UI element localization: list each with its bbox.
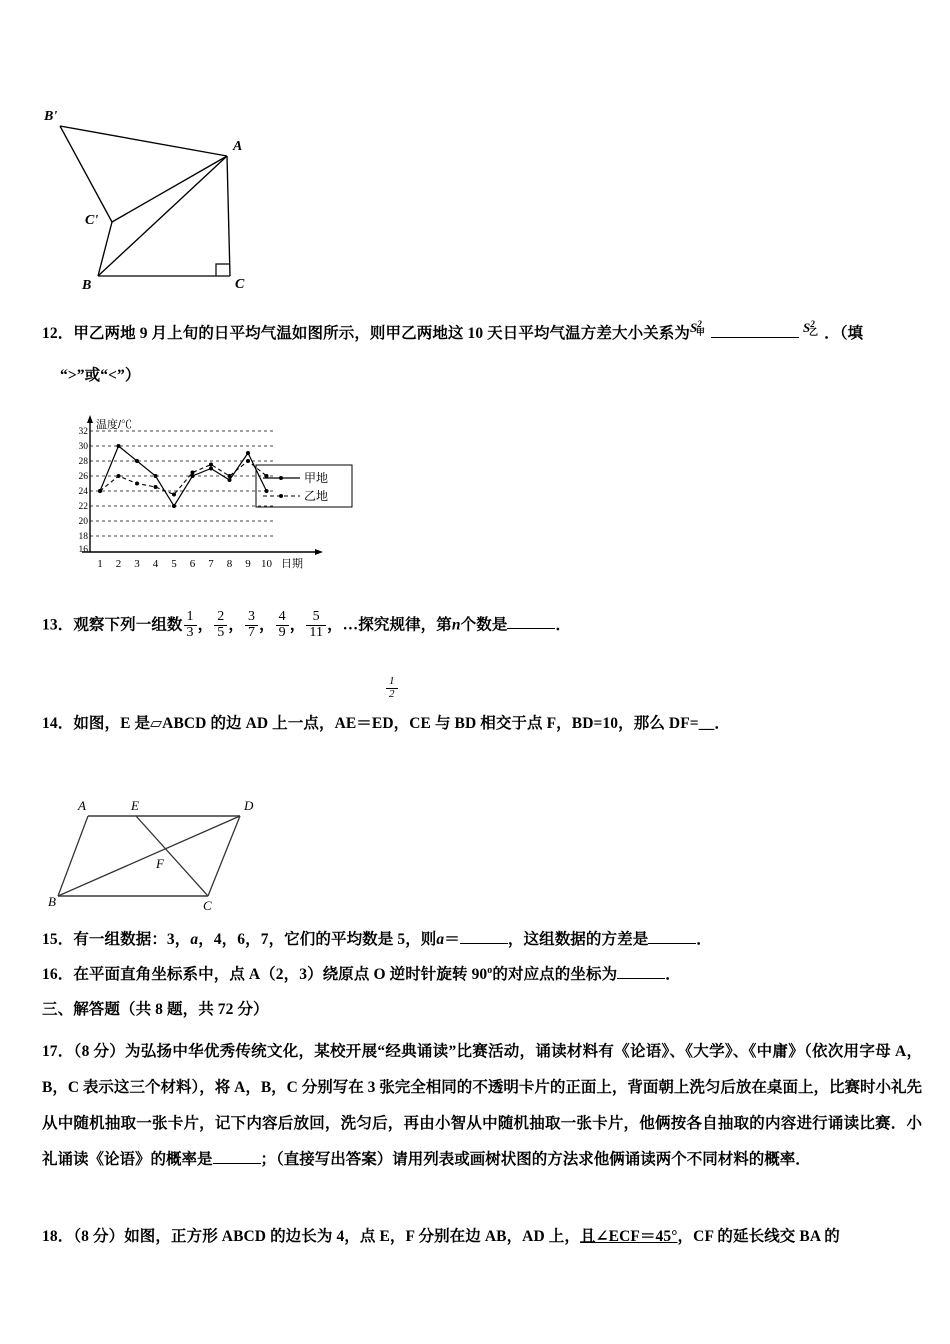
q14-number: 14． (42, 715, 74, 732)
q18-text-a: 如图，正方形 ABCD 的边长为 4，点 E，F 分别在边 AB，AD 上， (124, 1228, 580, 1245)
section-heading-3 (42, 998, 922, 1021)
chart-y-ticklabels (79, 427, 89, 555)
fraction-4-9 (276, 610, 289, 640)
ytick-16: 16 (78, 545, 88, 555)
q15-answer-blank-2[interactable] (648, 929, 696, 944)
label-d: D (244, 798, 254, 813)
q15-number: 15． (42, 931, 74, 948)
q13-text-a: 观察下列一组数 (73, 616, 183, 634)
y-axis-arrow (87, 415, 93, 423)
ytick-26: 26 (78, 472, 88, 482)
ytick-28: 28 (78, 457, 88, 467)
q13-period: ． (555, 616, 572, 634)
xtick-2: 2 (115, 558, 122, 570)
q15-text-b: ，4，6，7，它们的平均数是 5，则 (198, 931, 437, 948)
ytick-22: 22 (78, 502, 88, 512)
section3-title: 三、解答题（共 8 题，共 72 分） (42, 1001, 269, 1018)
q13-answer-blank[interactable] (507, 614, 555, 629)
temperature-line-chart (60, 412, 360, 582)
denominator: 7 (245, 625, 258, 641)
variance-symbol-jia (690, 318, 711, 338)
question-15 (42, 928, 922, 951)
figure-rotated-triangle (30, 96, 300, 301)
chart-svg (60, 412, 360, 582)
q14-text: 如图，E 是▱ABCD 的边 AD 上一点，AE＝ED，CE 与 BD 相交于点 F，BD=10，那么 DF=__． (73, 715, 731, 732)
ytick-20: 20 (78, 517, 88, 527)
chart-title: 温度/℃ (96, 419, 133, 431)
q14-half-fraction (385, 676, 399, 700)
q16-period: ． (665, 966, 681, 984)
ytick-18: 18 (78, 532, 88, 542)
series-yidi-line (100, 461, 267, 495)
q17-line3: 放在桌面上，比赛时小礼先从中随机抽取一张卡片，记下内容后放回，洗匀后，再由小智从中随机抽取一张卡片，他 (42, 1078, 922, 1132)
q12-line2: “>”或“<”） (60, 367, 141, 384)
q16-text-a: 在平面直角坐标系中，点 A（2，3）绕原点 O 逆时针旋转 90 (73, 966, 488, 984)
q13-text-b: ，…探究规律，第 (327, 616, 452, 634)
q13-text-c: 个数是 (460, 616, 508, 634)
question-14 (42, 712, 922, 735)
fraction-5-11 (306, 610, 326, 640)
q17-line4b: ；（直接写出答案）请用列表或画树状图的方法 (260, 1150, 579, 1168)
q13-number: 13． (42, 616, 74, 634)
degree-symbol: o (487, 965, 493, 976)
s-base: S (803, 320, 811, 335)
xtick-6: 6 (189, 558, 196, 570)
s-base: S (689, 320, 698, 335)
label-a: A (78, 798, 86, 813)
xtick-4: 4 (152, 558, 159, 570)
q16-text-b: 的对应点的坐标为 (492, 966, 618, 984)
label-c: C (235, 277, 245, 292)
question-13 (42, 610, 922, 640)
q15-text-a: 有一组数据：3， (73, 931, 191, 948)
numerator: 4 (278, 609, 286, 624)
ytick-24: 24 (78, 487, 88, 497)
q17-score: （8 分） (73, 1043, 126, 1060)
numerator: 1 (389, 675, 395, 687)
q18-number: 18． (42, 1228, 74, 1245)
sep: ， (289, 616, 306, 634)
fraction-2-5 (214, 610, 227, 640)
question-12-line2 (60, 364, 940, 387)
denominator: 11 (306, 625, 326, 641)
q17-number: 17． (42, 1043, 74, 1060)
variance-symbol-yi (803, 318, 824, 338)
q17-line2: 次用字母 A，B，C 表示这三个材料），将 A，B，C 分别写在 3 张完全相同的不透明卡片的正面上，背面朝上洗匀后 (42, 1043, 922, 1096)
legend-label-yidi: 乙地 (304, 489, 329, 503)
ytick-32: 32 (78, 427, 88, 437)
xtick-10: 10 (261, 558, 272, 570)
fraction-1-2 (386, 676, 398, 700)
q12-text-a: 甲乙两地 9 月上旬的日平均气温如图所示，则甲乙两地这 10 天日平均气温方差大小关系为 (73, 325, 690, 342)
label-b: B (48, 894, 56, 909)
q15-var-a2: a (436, 931, 445, 948)
figure-parallelogram-abcd (48, 788, 278, 916)
q17-line5: 求他俩诵读两个不同材料的概率． (578, 1150, 811, 1168)
numerator: 3 (247, 609, 256, 624)
xtick-1: 1 (97, 558, 103, 570)
q12-text-b: ．（填 (824, 325, 864, 342)
s-sub: 乙 (808, 327, 819, 337)
ytick-30: 30 (78, 442, 88, 452)
q13-var-n: n (451, 616, 461, 634)
chart-xlabel: 日期 (281, 558, 303, 570)
chart-legend (256, 465, 352, 507)
chart-x-ticklabels (97, 558, 272, 570)
q16-answer-blank[interactable] (617, 964, 665, 979)
denominator: 2 (386, 688, 398, 701)
q12-number: 12． (42, 325, 74, 342)
q15-text-c: ＝ (444, 931, 460, 948)
q15-period: ． (696, 931, 712, 948)
parallelogram-sides-diagonals (58, 816, 240, 896)
sep: ， (259, 616, 275, 634)
xtick-5: 5 (171, 558, 177, 570)
xtick-9: 9 (245, 558, 251, 570)
legend-label-jiadi: 甲地 (304, 471, 329, 485)
label-a: A (233, 139, 243, 154)
s-sup: 2 (810, 319, 815, 329)
right-angle-mark (216, 264, 229, 276)
s-sup: 2 (697, 319, 702, 329)
q17-answer-blank[interactable] (213, 1149, 261, 1164)
q16-number: 16． (42, 966, 74, 984)
label-c-prime: C' (85, 213, 99, 228)
s-sub: 甲 (695, 327, 706, 337)
fraction-3-7 (245, 610, 258, 640)
q12-answer-blank[interactable] (711, 323, 799, 338)
fraction-1-3 (184, 610, 197, 640)
xtick-8: 8 (226, 558, 233, 570)
label-e: E (131, 798, 139, 813)
q18-text-underline: 且∠ECF＝45° (579, 1228, 678, 1245)
q18-text-b: ，CF 的延长线交 BA 的 (677, 1228, 840, 1245)
question-12 (42, 318, 922, 345)
q15-text-d: ，这组数据的方差是 (507, 931, 649, 948)
numerator: 5 (312, 609, 320, 624)
label-f: F (156, 856, 164, 871)
q17-line1: 为弘扬中华优秀传统文化，某校开展“经典诵读”比赛活动，诵读材料有《论语》、《大学》、《中庸》（依 (125, 1043, 828, 1060)
q15-var-a: a (190, 931, 199, 948)
q17-line4a: 俩按各自抽取的内容进行诵读比赛．小礼诵读《论语》的概率是 (42, 1114, 922, 1168)
label-c: C (203, 898, 212, 913)
denominator: 3 (184, 625, 197, 641)
xtick-7: 7 (208, 558, 214, 570)
label-b: B (82, 278, 92, 293)
q18-score: （8 分） (73, 1228, 125, 1245)
sep: ， (228, 616, 244, 634)
sep: ， (197, 616, 214, 634)
numerator: 1 (186, 609, 194, 624)
label-b-prime: B' (44, 109, 58, 124)
denominator: 9 (276, 625, 289, 641)
question-17 (42, 1034, 922, 1178)
x-axis-arrow (315, 549, 323, 555)
triangle-svg (30, 96, 300, 301)
numerator: 2 (217, 609, 225, 624)
question-16 (42, 963, 922, 986)
parallelogram-svg (48, 788, 278, 916)
q15-answer-blank-1[interactable] (460, 929, 508, 944)
question-18 (42, 1225, 922, 1248)
xtick-3: 3 (134, 558, 140, 570)
denominator: 5 (214, 625, 227, 641)
